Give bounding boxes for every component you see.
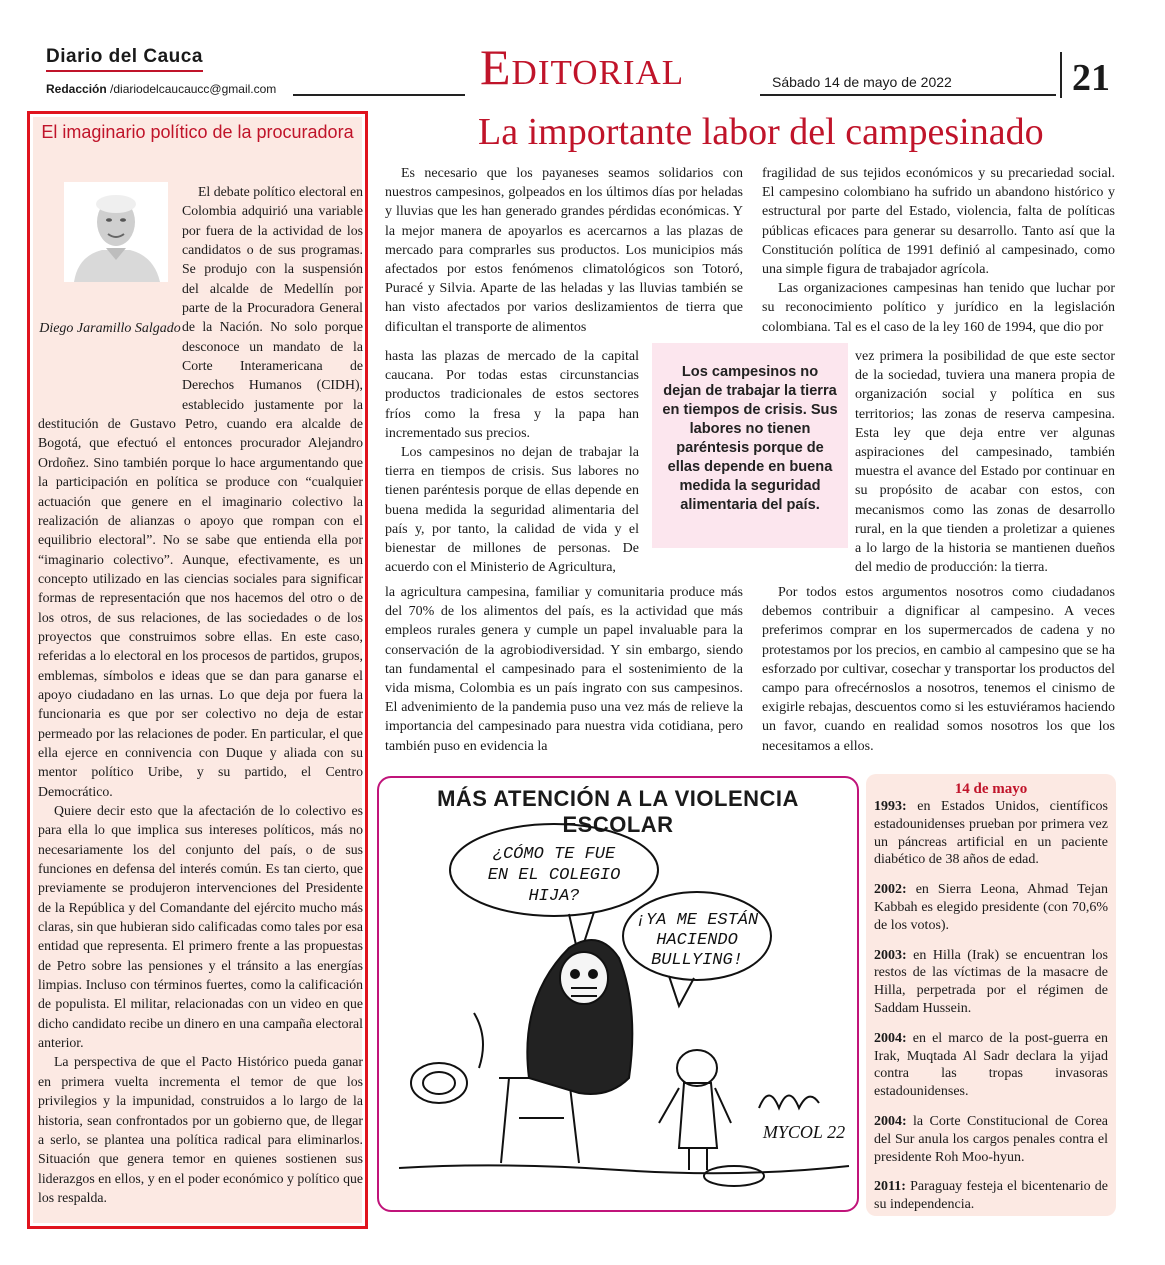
on-this-day-item xyxy=(874,947,1108,1018)
editorial-paragraph: fragilidad de sus tejidos económicos y su precariedad social. El campesino colombiano ha sufrido un abandono histórico y estructural por parte del Estado, violencia, falta de políticas públicas eficaces para generar su desarrollo. Tanto así que la Constitución política de 1991 definió al campesinado, como una simple figura de trabajador agrícola. xyxy=(762,166,1115,278)
bubble-1-line-2: EN EL COLEGIO xyxy=(487,866,621,885)
opinion-title: El imaginario político de la procuradora xyxy=(41,122,354,142)
event-text: en el marco de la post-guerra en Irak, Muqtada Al Sadr declara la yijad contra las tropas invasoras estadounidenses. xyxy=(874,1030,1108,1100)
masthead-logo: Diario del Cauca xyxy=(46,46,203,72)
editorial-paragraph: Las organizaciones campesinas han tenido que luchar por su reconocimiento político y jurídico en la legislación colombiana. Tal es el caso de la ley 160 de 1994, que dio por xyxy=(762,281,1115,335)
page-number: 21 xyxy=(1072,57,1110,99)
event-text: la Corte Constitucional de Corea del Sur anula los cargos penales contra el presidente Roh Moo-hyun. xyxy=(874,1113,1108,1165)
issue-date: Sábado 14 de mayo de 2022 xyxy=(772,74,952,90)
cartoon-title: MÁS ATENCIÓN A LA VIOLENCIA ESCOLAR xyxy=(437,786,799,837)
header-rule-left xyxy=(293,94,465,96)
event-year: 2004: xyxy=(874,1113,907,1129)
editorial-paragraph: hasta las plazas de mercado de la capital caucana. Por todas estas circunstancias productos tradicionales de estos sectores fríos como la fresa y la papa han incrementado sus precios. xyxy=(385,349,639,441)
on-this-day-item xyxy=(874,1178,1108,1214)
event-text: en Estados Unidos, científicos estadounidenses prueban por primera vez un páncreas artificial en un paciente diabético de 38 años de edad. xyxy=(874,799,1108,868)
bubble-1-line-1: ¿CÓMO TE FUE xyxy=(492,845,616,864)
opinion-body xyxy=(38,182,363,1207)
event-year: 2004: xyxy=(874,1030,907,1046)
editorial-column-1-bottom xyxy=(385,583,743,756)
on-this-day-item xyxy=(874,798,1108,869)
event-year: 2011: xyxy=(874,1179,906,1195)
redaccion-line xyxy=(46,82,276,96)
editorial-column-2-bottom xyxy=(762,583,1115,756)
cartoon-signature: MYCOL 22 xyxy=(762,1122,846,1142)
section-title: Editorial xyxy=(480,39,685,95)
on-this-day-item xyxy=(874,1030,1108,1101)
editorial-paragraph: Es necesario que los payaneses seamos solidarios con nuestros campesinos, golpeados en los últimos días por heladas y lluvias que les han generado grandes pérdidas económicas. Y la mejor manera de apoyarlos es acercarnos a las plazas de mercado para comprarles sus productos. Los municipios más afectados por estos fenómenos climatológicos son Totoró, Puracé y Silvia. Aparte de las heladas y las lluvias también se han visto afectados por varios deslizamientos de tierra que dificultan el transporte de alimentos xyxy=(385,166,743,335)
opinion-paragraph: Quiere decir esto que la afectación de lo colectivo es para ella lo que implica sus intereses políticos, más no necesariamente los del conjunto del país, o de sus funciones en defensa del interés común. Es tan cierto, que previamente se produjeron intervenciones del Presidente de la República y del Comandante del ejército mucho más claras, sin que hubieran sido calificadas como tales por esa entidad que representa. El primero frente a las propuestas de Petro sobre las pensiones y el tránsito a las energías limpias. Incluso con términos fuertes, como la calificación de populista. El militar, relacionadas con un video en que dicho candidato recibe un dinero en una campaña electoral anterior. xyxy=(38,803,363,1051)
editorial-cartoon xyxy=(377,776,859,1212)
editorial-headline: La importante labor del campesinado xyxy=(478,111,1044,153)
header-rule-right xyxy=(760,94,1056,96)
bubble-2-line-2: HACIENDO xyxy=(656,931,738,950)
event-year: 1993: xyxy=(874,799,907,814)
redaccion-label: Redacción xyxy=(46,82,107,96)
opinion-column xyxy=(27,111,368,1229)
author-block xyxy=(38,182,182,396)
editorial-paragraph: vez primera la posibilidad de que este sector de la sociedad, tuviera una manera propia de organización social y política en sus territorios; las zonas de reserva campesina. Esta ley que deja entre ver algunas aspiraciones del campesinado, también muestra el avance del Estado por continuar en su propósito de acabar con estos, con mecanismos como las zonas de desarrollo rural, en la que tienden a proletizar a quienes a lo largo de la historia se mantienen dueños del medio de producción: la tierra. xyxy=(855,349,1115,576)
on-this-day-item xyxy=(874,881,1108,934)
header-divider xyxy=(1060,52,1062,98)
editorial-paragraph: Por todos estos argumentos nosotros como ciudadanos debemos contribuir a dignificar al campesino. A veces preferimos comprar en los supermercados de cadena y no protestamos por los precios, en cambio al campesino que se ha esforzado por cultivar, cosechar y transportar los productos del campo para ofrecérnoslos a nosotros, tenemos el cinismo de exigirle rebajas, descuentos como si les estuviéramos haciendo un favor, cuando en realidad somos nosotros los que los necesitamos a ellos. xyxy=(762,585,1115,754)
bubble-1-line-3: HIJA? xyxy=(528,887,580,906)
author-name: Diego Jaramillo Salgado xyxy=(39,321,181,336)
on-this-day-title: 14 de mayo xyxy=(954,781,1028,797)
editorial-column-2-mid xyxy=(855,347,1115,577)
bubble-2-line-1: ¡YA ME ESTÁN xyxy=(635,911,759,930)
on-this-day-item xyxy=(874,1113,1108,1166)
event-text: Paraguay festeja el bicentenario de su independencia. xyxy=(874,1179,1108,1213)
editorial-paragraph: Los campesinos no dejan de trabajar la tierra en tiempos de crisis. Sus labores no tienen paréntesis porque de ellas depende en buena medida la seguridad alimentaria del país y, por tanto, la calidad de vida y el bienestar de millones de personas. De acuerdo con el Ministerio de Agricultura, xyxy=(385,445,639,576)
opinion-paragraph: El debate político electoral en Colombia adquirió una variable por fuera de la actividad de los candidatos o de sus programas. Se produjo con la suspensión del alcalde de Medellín por parte de la Procuradora General de la Nación. No solo porque desconoce un mandato de la Corte Interamericana de Derechos Humanos (CIDH), establecido justamente por la destitución de Gustavo Petro, cuando era alcalde de Bogotá, que efectuó el entonces procurador Alejandro Ordoñez. Sino también porque lo hace argumentando que la participación en política se produce con “cualquier actuación que genere en el imaginario colectivo la realización de alianzas o apoyo que rompan con el equilibrio electoral”. No se sabe que entienda ella por “imaginario colectivo”. Aunque, efectivamente, es un concepto utilizado en las ciencias sociales para significar formas de representación que nos hacemos del otro o de los otros, de sus relaciones, de las sociedades o de los proyectos que construimos sobre ellas. En este caso, referidas a lo electoral en los procesos de partidos, grupos, emblemas, símbolos e ideas que se dan para ganarse el apoyo ciudadano en las urnas. Lo que deja por fuera la funcionaria es que por ser colectivo no deja de estar permeado por las relaciones de poder. En particular, el que ella ejerce en connivencia con Duque y aliada con su mentor político Uribe, y su partido, el Centro Democrático. xyxy=(38,184,363,799)
opinion-paragraph: La perspectiva de que el Pacto Histórico pueda ganar en primera vuelta incrementa el temor de que los privilegios y la impunidad, construidos a lo largo de la historia, sean confrontados por un gobierno que, de llegar a serlo, se plantea una política radical para eliminarlos. Situación que genera temor en quienes sostienen sus liderazgos en ellos, y en el poder económico y político que los respalda. xyxy=(38,1054,363,1205)
pull-quote: Los campesinos no dejan de trabajar la tierra en tiempos de crisis. Sus labores no tienen paréntesis porque de ellas depende en buena medida la seguridad alimentaria del país. xyxy=(652,343,848,548)
bubble-2-line-3: BULLYING! xyxy=(651,951,743,970)
event-year: 2003: xyxy=(874,947,907,963)
cartoon-illustration xyxy=(379,778,859,1212)
editorial-column-1-mid xyxy=(385,347,639,577)
editorial-column-2-top xyxy=(762,164,1115,337)
redaccion-email: /diariodelcaucaucc@gmail.com xyxy=(106,82,277,96)
event-text: en Hilla (Irak) se encuentran los restos de las víctimas de la masacre de Hilla, perpetrada por el régimen de Saddam Hussein. xyxy=(874,947,1108,1016)
editorial-column-1-top xyxy=(385,164,743,337)
event-text: en Sierra Leona, Ahmad Tejan Kabbah es elegido presidente (con 70,6% de los votos). xyxy=(874,882,1108,933)
author-portrait xyxy=(64,182,168,282)
editorial-paragraph: la agricultura campesina, familiar y comunitaria produce más del 70% de los alimentos del país, es la actividad que más empleos rurales genera y cumple un papel invaluable para la conservación de la agrobiodiversidad. Y sin embargo, siendo tan fundamental el campesinado para el sostenimiento de la vida misma, Colombia es un país ingrato con sus campesinos. El advenimiento de la pandemia puso una vez más de relieve la importancia del campesinado para nuestra vida cotidiana, pero también puso en evidencia la xyxy=(385,585,743,754)
event-year: 2002: xyxy=(874,882,907,898)
on-this-day-box xyxy=(866,774,1116,1216)
